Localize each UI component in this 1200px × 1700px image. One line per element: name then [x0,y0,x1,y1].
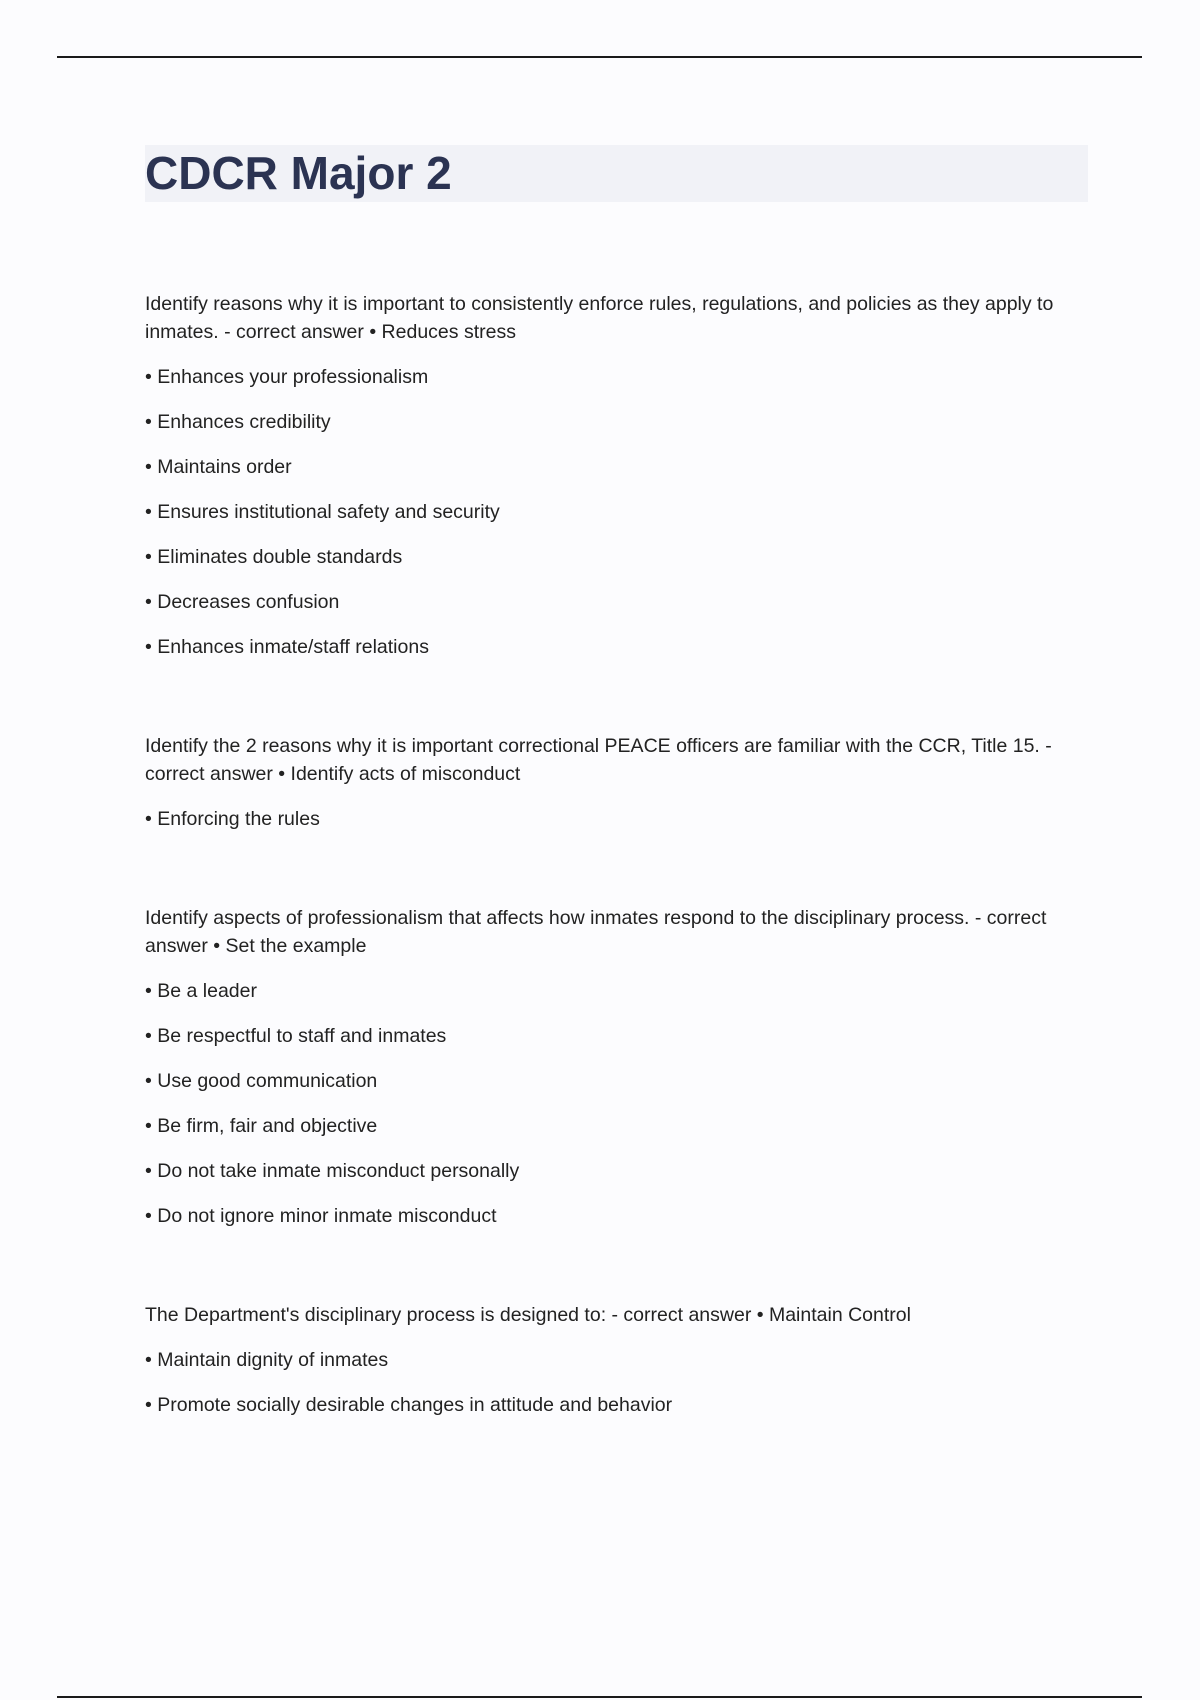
question-text: Identify reasons why it is important to consistently enforce rules, regulations, and policies as they apply to inmates. - correct answer • Reduces stress [145,293,1054,343]
answer-item: • Maintain dignity of inmates [145,1349,389,1371]
page-title: CDCR Major 2 [145,147,452,199]
answer-item: • Enhances your professionalism [145,366,429,388]
question-text: The Department's disciplinary process is designed to: - correct answer • Maintain Control [145,1304,911,1326]
document-body [145,290,1090,1419]
answer-item: • Use good communication [145,1070,378,1092]
answer-item: • Do not ignore minor inmate misconduct [145,1205,497,1227]
answer-item: • Be firm, fair and objective [145,1115,378,1137]
answer-item: • Maintains order [145,456,292,478]
question-text: Identify aspects of professionalism that affects how inmates respond to the disciplinary process. - correct answer • Set the example [145,907,1047,957]
top-rule [57,56,1142,58]
answer-item: • Promote socially desirable changes in attitude and behavior [145,1394,673,1416]
qa-block [145,732,1090,833]
answer-item: • Enhances credibility [145,411,331,433]
answer-item: • Be a leader [145,980,257,1002]
answer-item: • Decreases confusion [145,591,340,613]
answer-item: • Enforcing the rules [145,808,320,830]
bottom-rule [57,1696,1142,1698]
answer-item: • Be respectful to staff and inmates [145,1025,447,1047]
answer-item: • Do not take inmate misconduct personally [145,1160,520,1182]
answer-item: • Ensures institutional safety and security [145,501,500,523]
qa-block [145,1301,1090,1419]
answer-item: • Eliminates double standards [145,546,403,568]
qa-block [145,904,1090,1230]
qa-block [145,290,1090,661]
question-text: Identify the 2 reasons why it is important correctional PEACE officers are familiar with the CCR, Title 15. - correct answer • Identify acts of misconduct [145,735,1052,785]
answer-item: • Enhances inmate/staff relations [145,636,429,658]
